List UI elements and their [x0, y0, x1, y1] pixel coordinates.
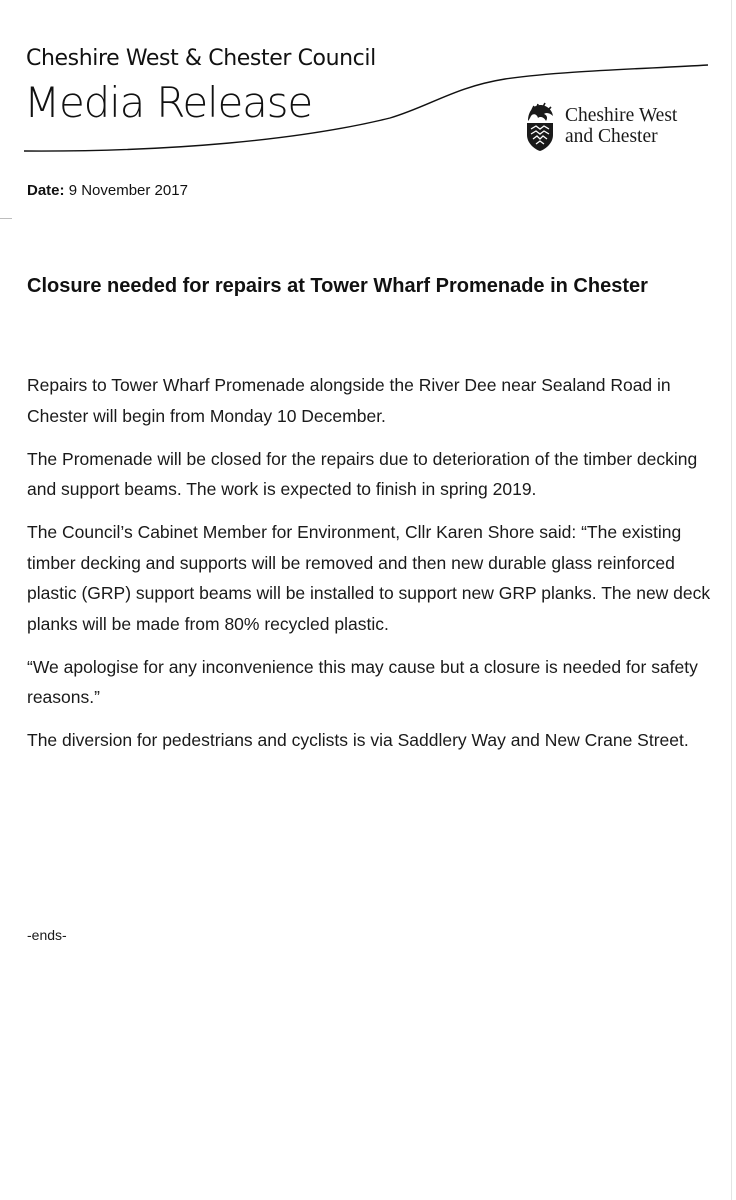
council-logo: [524, 101, 714, 159]
page-corner-mark: [0, 218, 12, 219]
date-value: 9 November 2017: [68, 182, 188, 199]
date-label: Date:: [27, 182, 65, 199]
document-type-title: Media Release: [24, 78, 312, 127]
page-edge-line: [731, 0, 732, 1200]
release-body: [27, 370, 717, 768]
council-name: Cheshire West & Chester Council: [26, 46, 376, 71]
media-release-header: [0, 0, 736, 170]
body-paragraph: The diversion for pedestrians and cyclists is via Saddlery Way and New Crane Street.: [27, 730, 689, 750]
cheshire-west-crest-icon: [524, 101, 556, 153]
logo-wordmark: [565, 105, 677, 147]
body-paragraph: The Promenade will be closed for the repairs due to deterioration of the timber decking and support beams. The work is expected to finish in spring 2019.: [27, 448, 698, 499]
ends-marker: -ends-: [27, 927, 67, 943]
logo-line-2: and Chester: [565, 126, 658, 147]
body-paragraph: “We apologise for any inconvenience this may cause but a closure is needed for safety reasons.”: [27, 656, 698, 707]
release-headline: Closure needed for repairs at Tower Wharf Promenade in Chester: [27, 275, 648, 297]
logo-line-1: Cheshire West: [565, 105, 678, 126]
body-paragraph: Repairs to Tower Wharf Promenade alongside the River Dee near Sealand Road in Chester will begin from Monday 10 December.: [27, 375, 671, 426]
release-date: [27, 182, 188, 199]
body-paragraph: The Council’s Cabinet Member for Environment, Cllr Karen Shore said: “The existing timber decking and supports will be removed and then new durable glass reinforced plastic (GRP) support beams will be installed to support new GRP planks. The new deck planks will be made from 80% recycled plastic.: [27, 522, 711, 634]
